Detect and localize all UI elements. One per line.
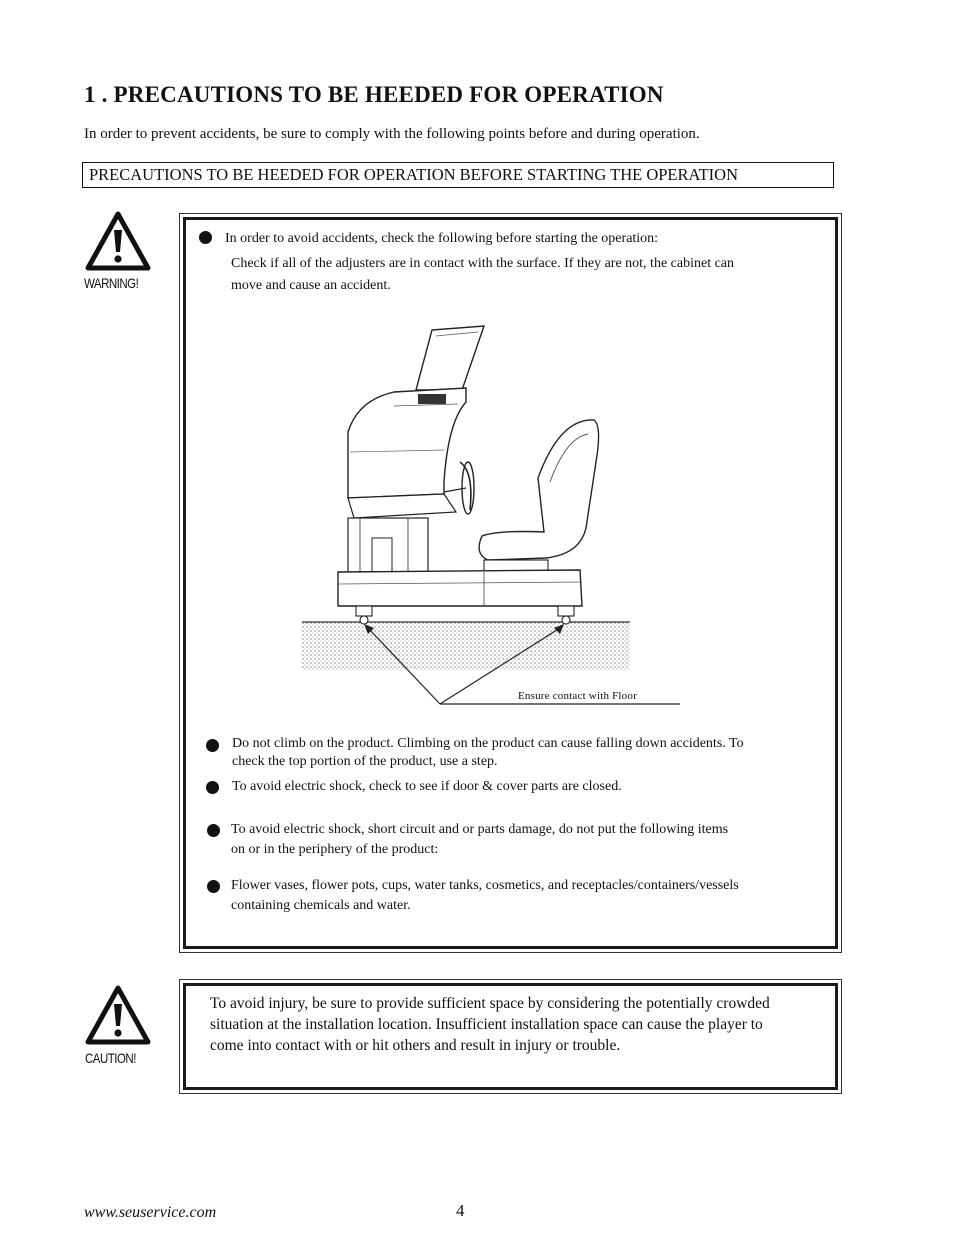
warning-first-detail xyxy=(231,254,821,295)
footer-url: www.seuservice.com xyxy=(84,1204,217,1221)
figure-caption: Ensure contact with Floor xyxy=(518,690,637,702)
warning-item-3-line1: To avoid electric shock, short circuit and or parts damage, do not put the following items xyxy=(231,822,729,837)
bullet-icon xyxy=(207,880,220,893)
caution-text: To avoid injury, be sure to provide sufficient space by considering the potentially crowded situation at the installation location. Insufficient installation space can cause the player to come into contact with or hit others and result in injury or trouble. xyxy=(210,995,770,1054)
warning-item-4 xyxy=(231,877,821,915)
warning-item-4-line1: Flower vases, flower pots, cups, water tanks, cosmetics, and receptacles/containers/vessels xyxy=(231,878,739,893)
warning-item-3 xyxy=(231,821,821,859)
warning-first-item: In order to avoid accidents, check the following before starting the operation: xyxy=(225,231,659,246)
intro-text: In order to prevent accidents, be sure to comply with the following points before and during operation. xyxy=(84,126,700,142)
warning-first-detail-line1: Check if all of the adjusters are in contact with the surface. If they are not, the cabinet can xyxy=(231,256,735,271)
warning-label: WARNING! xyxy=(84,275,139,291)
warning-item-2 xyxy=(232,778,822,796)
warning-item-1 xyxy=(232,735,822,771)
warning-icon xyxy=(84,210,152,272)
warning-item-1-line2: check the top portion of the product, use a step. xyxy=(232,754,498,769)
bullet-icon xyxy=(206,781,219,794)
bullet-icon xyxy=(199,231,212,244)
bullet-icon xyxy=(207,824,220,837)
warning-item-1-line1: Do not climb on the product. Climbing on the product can cause falling down accidents. To xyxy=(232,736,744,751)
warning-first-detail-line2: move and cause an accident. xyxy=(231,278,391,293)
warning-item-3-line2: on or in the periphery of the product: xyxy=(231,842,439,857)
section-heading-box xyxy=(82,162,834,188)
bullet-icon xyxy=(206,739,219,752)
page-number: 4 xyxy=(456,1201,465,1220)
warning-item-2-line1: To avoid electric shock, check to see if door & cover parts are closed. xyxy=(232,779,622,794)
caution-label: CAUTION! xyxy=(85,1050,136,1066)
page-title: 1 . PRECAUTIONS TO BE HEEDED FOR OPERATION xyxy=(84,82,664,107)
caution-icon xyxy=(84,984,152,1046)
cabinet-illustration xyxy=(298,322,688,714)
warning-item-4-line2: containing chemicals and water. xyxy=(231,898,411,913)
section-heading: PRECAUTIONS TO BE HEEDED FOR OPERATION BEFORE STARTING THE OPERATION xyxy=(89,165,739,184)
